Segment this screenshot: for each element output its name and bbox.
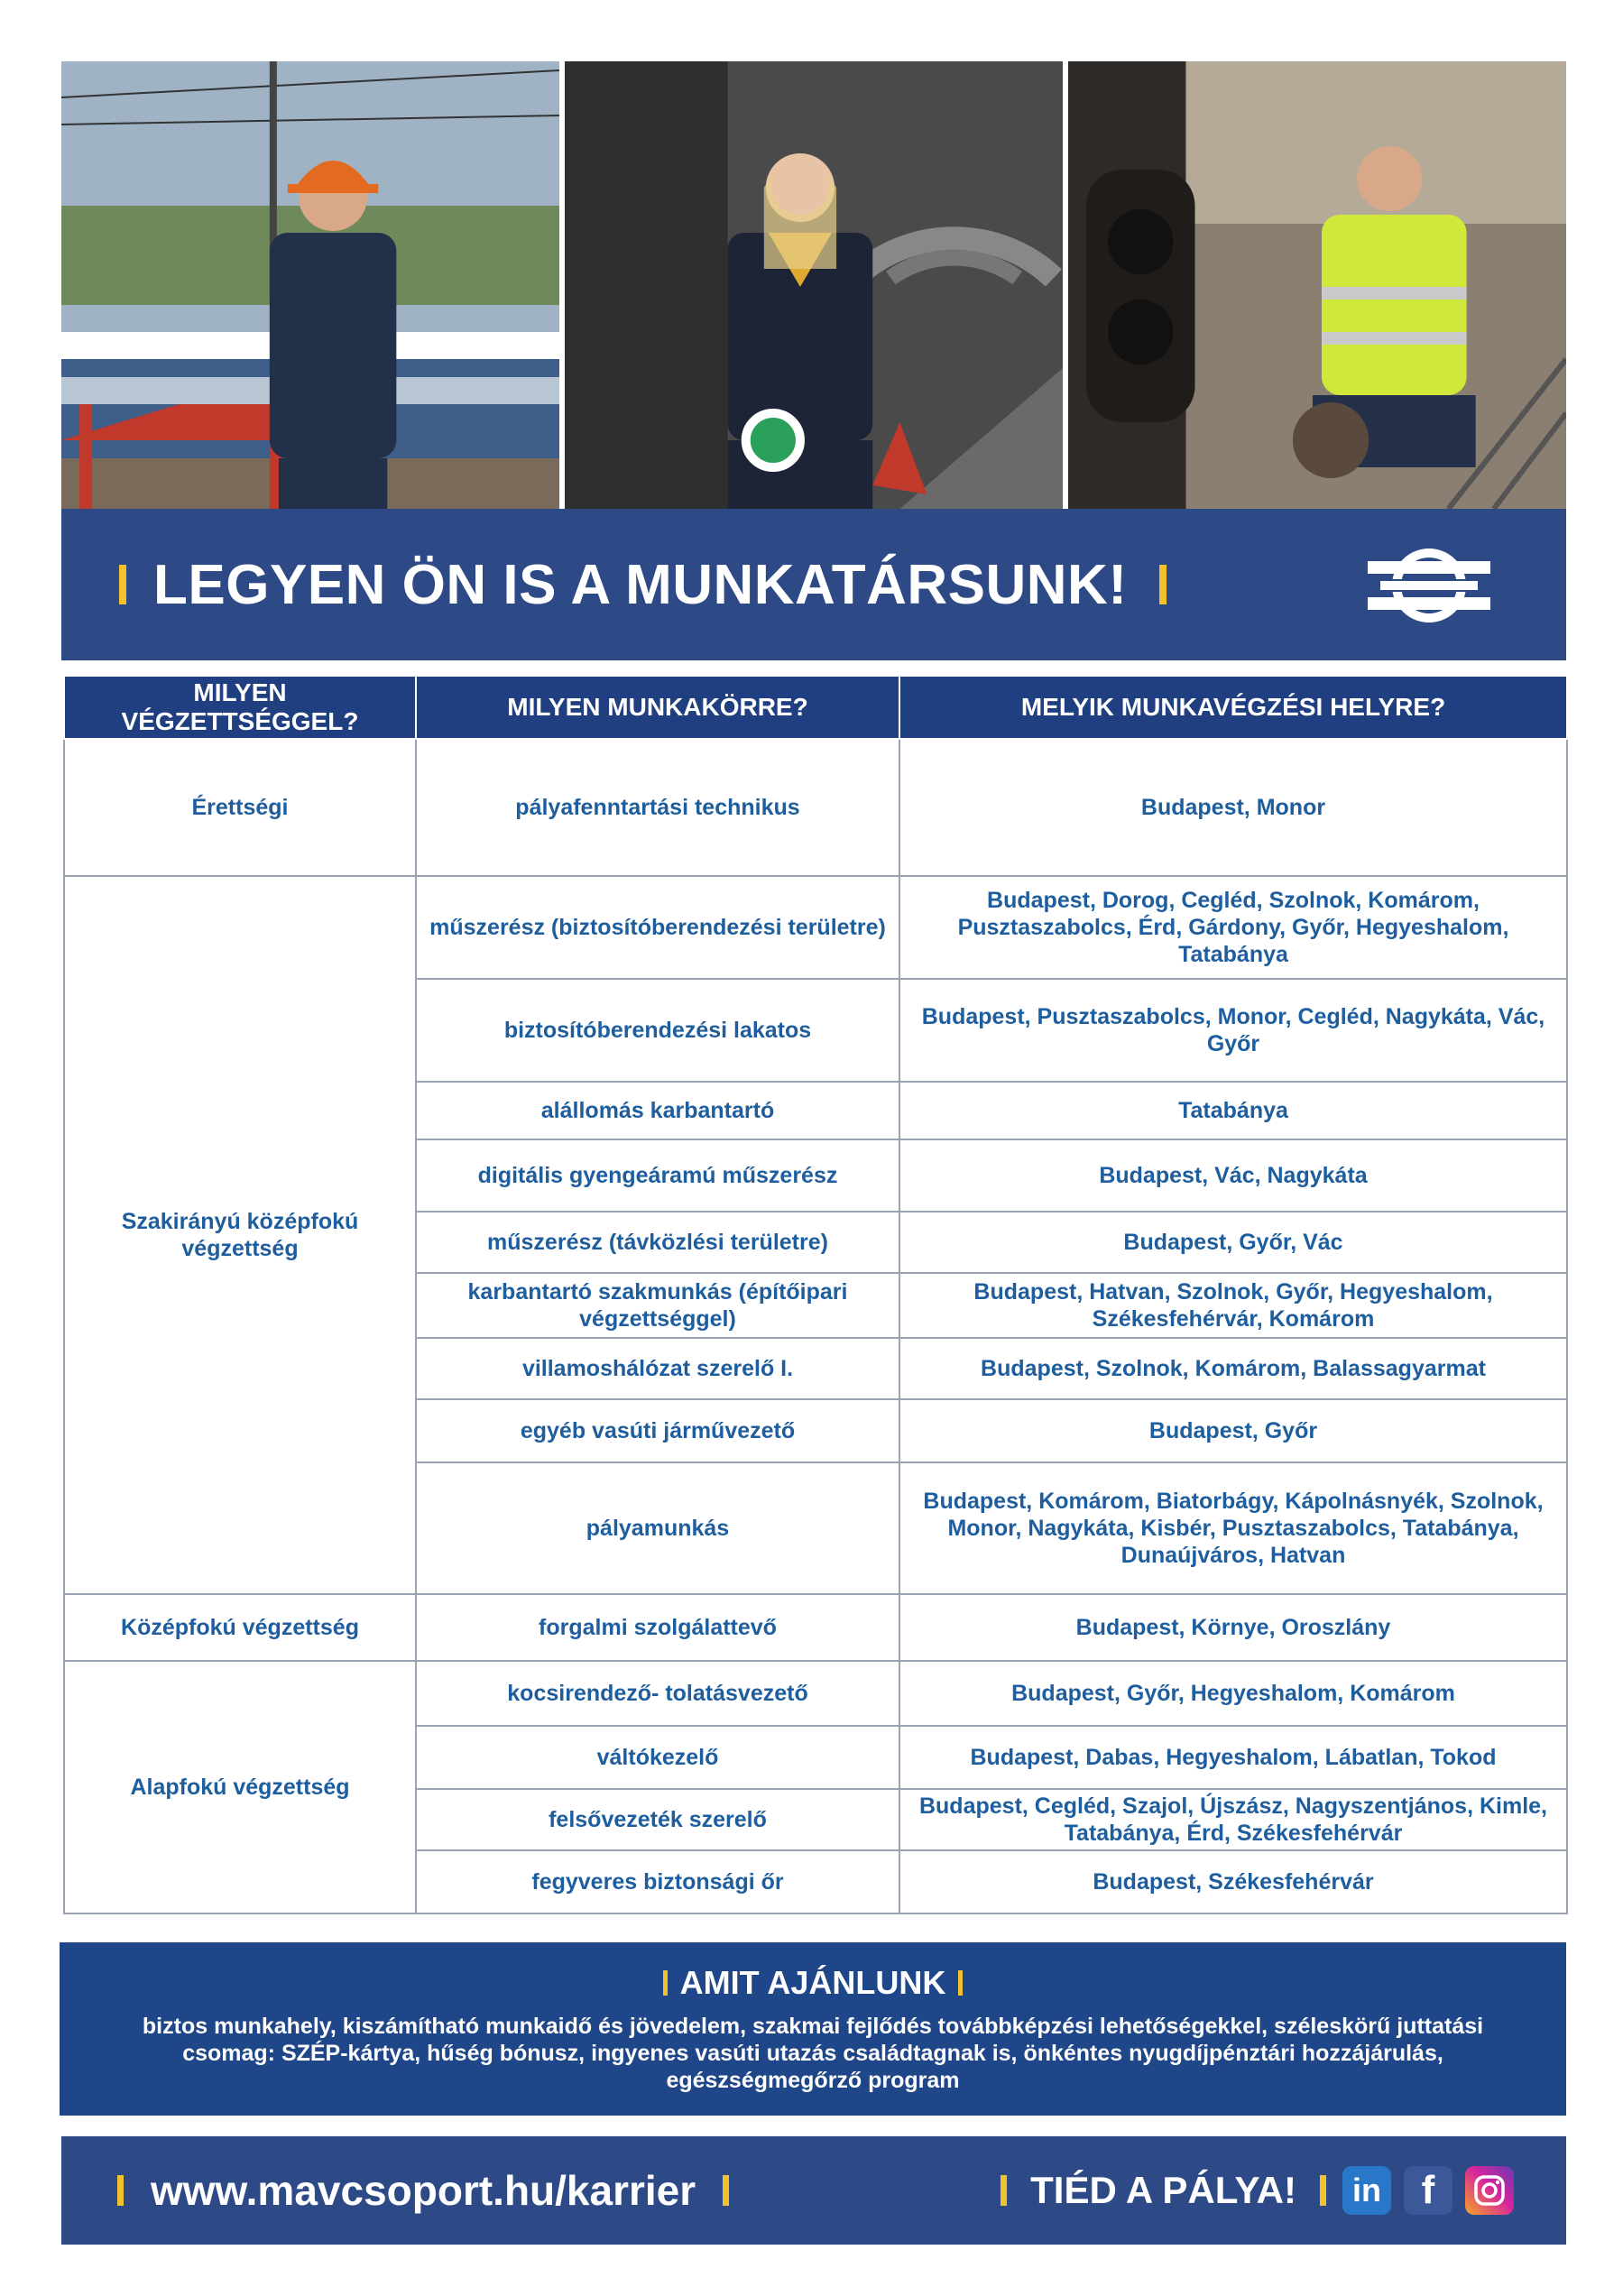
accent-bar <box>958 1970 963 1996</box>
footer-bar <box>61 2136 1566 2245</box>
social-links <box>1342 2166 1514 2215</box>
column-header-education: MILYEN VÉGZETTSÉGGEL? <box>64 676 416 739</box>
job-cell: kocsirendező- tolatásvezető <box>416 1661 899 1726</box>
location-cell: Budapest, Komárom, Biatorbágy, Kápolnásnyék, Szolnok, Monor, Nagykáta, Kisbér, Pusztaszabolcs, Tatabánya, Dunaújváros, Hatvan <box>899 1462 1567 1594</box>
location-cell: Budapest, Szolnok, Komárom, Balassagyarmat <box>899 1338 1567 1399</box>
location-cell: Budapest, Hatvan, Szolnok, Győr, Hegyeshalom, Székesfehérvár, Komárom <box>899 1273 1567 1338</box>
location-cell: Budapest, Dorog, Cegléd, Szolnok, Komárom, Pusztaszabolcs, Érd, Gárdony, Győr, Hegyeshalom, Tatabánya <box>899 876 1567 979</box>
education-cell: Középfokú végzettség <box>64 1594 416 1661</box>
accent-bar <box>1320 2175 1326 2206</box>
facebook-icon[interactable]: f <box>1404 2166 1452 2215</box>
career-link[interactable]: www.mavcsoport.hu/karrier <box>151 2167 696 2214</box>
location-cell: Budapest, Dabas, Hegyeshalom, Lábatlan, Tokod <box>899 1726 1567 1789</box>
job-cell: műszerész (biztosítóberendezési területre) <box>416 876 899 979</box>
job-cell: karbantartó szakmunkás (építőipari végzettséggel) <box>416 1273 899 1338</box>
education-cell: Szakirányú középfokú végzettség <box>64 876 416 1594</box>
job-cell: alállomás karbantartó <box>416 1082 899 1139</box>
photo-strip <box>61 61 1566 509</box>
jobs-table <box>63 675 1568 1914</box>
job-cell: pályamunkás <box>416 1462 899 1594</box>
job-cell: villamoshálózat szerelő I. <box>416 1338 899 1399</box>
worker-with-helmet-photo <box>61 61 559 509</box>
location-cell: Budapest, Székesfehérvár <box>899 1850 1567 1913</box>
column-header-job: MILYEN MUNKAKÖRRE? <box>416 676 899 739</box>
table-row <box>64 1594 1567 1661</box>
location-cell: Budapest, Vác, Nagykáta <box>899 1139 1567 1212</box>
offer-title-text: AMIT AJÁNLUNK <box>679 1964 946 2001</box>
job-cell: egyéb vasúti járművezető <box>416 1399 899 1462</box>
job-cell: forgalmi szolgálattevő <box>416 1594 899 1661</box>
job-cell: váltókezelő <box>416 1726 899 1789</box>
table-row <box>64 739 1567 876</box>
location-cell: Budapest, Győr, Vác <box>899 1212 1567 1273</box>
education-cell: Érettségi <box>64 739 416 876</box>
education-cell: Alapfokú végzettség <box>64 1661 416 1913</box>
train-dispatcher-photo <box>565 61 1063 509</box>
table-row <box>64 1661 1567 1726</box>
column-header-location: MELYIK MUNKAVÉGZÉSI HELYRE? <box>899 676 1567 739</box>
accent-bar <box>1001 2175 1007 2206</box>
location-cell: Budapest, Pusztaszabolcs, Monor, Cegléd, Nagykáta, Vác, Győr <box>899 979 1567 1082</box>
job-cell: pályafenntartási technikus <box>416 739 899 876</box>
offer-box <box>60 1942 1566 2116</box>
offer-title <box>60 1964 1566 2002</box>
location-cell: Tatabánya <box>899 1082 1567 1139</box>
job-cell: felsővezeték szerelő <box>416 1789 899 1850</box>
linkedin-icon[interactable]: in <box>1342 2166 1391 2215</box>
accent-bar <box>117 2175 124 2206</box>
railway-worker-vest-photo <box>1068 61 1566 509</box>
accent-bar <box>1159 565 1167 604</box>
job-cell: műszerész (távközlési területre) <box>416 1212 899 1273</box>
accent-bar <box>119 565 126 604</box>
location-cell: Budapest, Környe, Oroszlány <box>899 1594 1567 1661</box>
accent-bar <box>663 1970 668 1996</box>
job-cell: digitális gyengeáramú műszerész <box>416 1139 899 1212</box>
mav-logo-icon <box>1368 547 1490 624</box>
offer-text: biztos munkahely, kiszámítható munkaidő és jövedelem, szakmai fejlődés továbbképzési lehetőségekkel, széleskörű juttatási csomag: SZÉP-kártya, hűség bónusz, ingyenes vasúti utazás családtagnak is, önkéntes nyugdíjpénztári hozzájárulás, egészségmegőrző program <box>142 2014 1484 2093</box>
slogan: TIÉD A PÁLYA! <box>1030 2169 1296 2211</box>
table-row <box>64 876 1567 979</box>
location-cell: Budapest, Cegléd, Szajol, Újszász, Nagyszentjános, Kimle, Tatabánya, Érd, Székesfehérvár <box>899 1789 1567 1850</box>
job-cell: biztosítóberendezési lakatos <box>416 979 899 1082</box>
location-cell: Budapest, Győr, Hegyeshalom, Komárom <box>899 1661 1567 1726</box>
location-cell: Budapest, Monor <box>899 739 1567 876</box>
location-cell: Budapest, Győr <box>899 1399 1567 1462</box>
title-banner <box>61 509 1566 660</box>
accent-bar <box>723 2175 729 2206</box>
job-cell: fegyveres biztonsági őr <box>416 1850 899 1913</box>
page-title: LEGYEN ÖN IS A MUNKATÁRSUNK! <box>153 553 1128 616</box>
instagram-icon[interactable] <box>1465 2166 1514 2215</box>
